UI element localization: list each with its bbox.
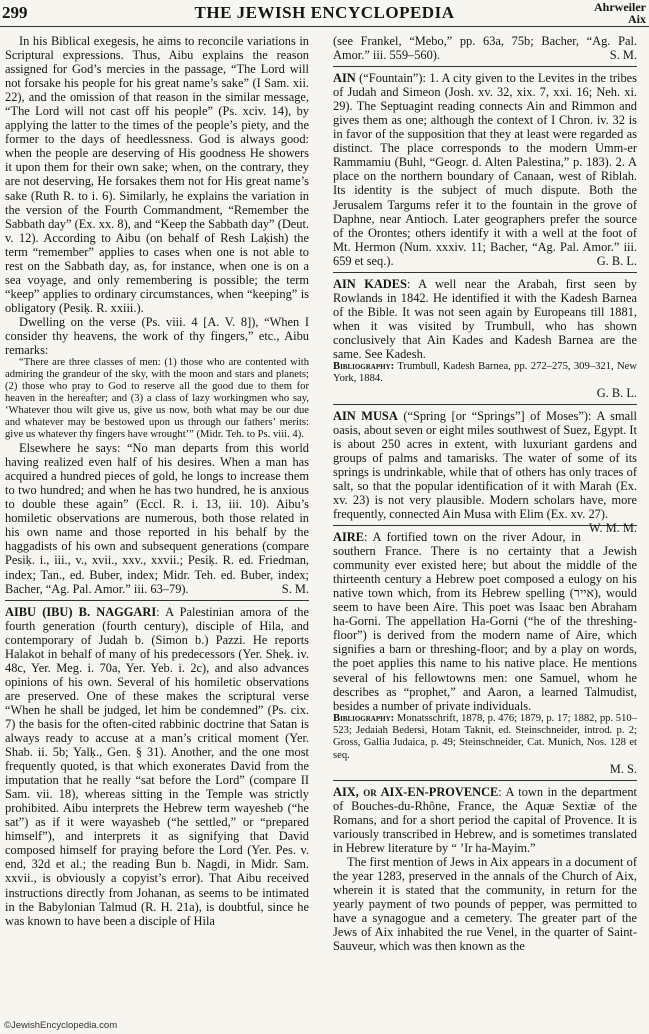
running-title: THE JEWISH ENCYCLOPEDIA xyxy=(194,3,455,22)
entry-text: (“Spring [or “Springs”] of Moses”): A small oasis, about seven or eight miles southwest of Suez, Egypt. It is about 250 acres in extent, with luxuriant gardens and groups of palms and tamarisks. The water of some of its springs is undrinkable, while that of others has only traces of salt, so that the popular identification of it with Marah (Ex. xv. 23) is not very plausible. Modern scholars have, more frequently, connected Ain Musa with Elim (Ex. xv. 27). xyxy=(333,408,637,521)
paragraph-text: (see Frankel, “Mebo,” pp. 63a, 75b; Bacher, “Ag. Pal. Amor.” iii. 559–560). xyxy=(333,34,637,63)
entry-text: (“Fountain”): 1. A city given to the Levites in the tribes of Judah and Simeon (Josh. xv. 32, xix. 7, xxi. 16; Neh. xi. 29). The Septuagint reading connects Ain and Rimmon and gives them as one; although the context of I Chron. iv. 32 is in favor of the supposition that they at least were regarded as distinct. The place corresponds to the modern Umm-er Rammamiu (Buhl, “Geogr. d. Alten Palestina,” p. 183). 2. A place on the northern boundary of Canaan, west of Riblah. Its identity is the subject of much dispute. Both the Jerusalem Targums refer it to the fountain in the grove of Daphne, near Antioch. Later geographers prefer the source of the Orontes; others identify it with a well at the foot of Mt. Hermon (Num. xxxiv. 11; Bacher, “Ag. Pal. Amor.” iii. 659 et seq.). xyxy=(333,71,637,268)
author-signature: S. M. xyxy=(609,48,637,63)
entry-heading: AIX, or AIX-EN-PROVENCE xyxy=(333,784,499,799)
continued-text xyxy=(333,34,637,62)
entry-aibu-naggari xyxy=(5,605,309,928)
paragraph: In his Biblical exegesis, he aims to reconcile variations in Scriptural expressions. Thus, Aibu explains the reason assigned for God’s mercies in the passage, “The Lord will not forsake his people for his great name’s sake” (I Sam. xii. 22), and the omission of that reason in the similar message, “The Lord will not cast off his people” (Ps. xciv. 14), by applying the latter to the times of the people’s piety, and the former to the days of heedlessness. God is always good: when the people are deserving of His goodness He showers it upon them for their own sake; when, on the contrary, they are not deserving, He forsakes them not for His great name’s sake (Ruth R. to i. 6). Similarly, he explains the variation in the version of the Fourth Commandment, “Remember the Sabbath day” (Ex. xx. 8), and “Keep the Sabbath day” (Deut. v. 12). According to Aibu (on behalf of Resh Laḳish) the term “remember” applies to cases when one is not able to rest on the Sabbath day, as, for instance, when one is on a sea voyage, and only remembering is possible; the term “keep” applies to ordinary circumstances, when “keeping” is obligatory (Pesiḳ. R. xxiii.). xyxy=(5,34,309,315)
entry-text: : A Palestinian amora of the fourth generation (fourth century), disciple of Hila, and contemporary of Judah b. (Simon b.) Pazzi. He reports Halakot in behalf of many of his predecessors (Yer. Sheḳ. iv. 48c, Yer. Meg. i. 70a, Yer. Yeb. i. 2c), and also advances opinions of his own. Several of his homiletic observations are preserved. One of these makes the scriptural verse “When he shall be judged, let him be condemned” (Ps. cix. 7) the basis for the often-cited rabbinic doctrine that Satan is always ready to accuse at a man’s critical moment (Yer. Shab. ii. 5b; Yalḳ., Gen. § 31). Another, and the one most frequently quoted, is that which exonerates David from the imputation that he really “sat before the Lord” (compare II Sam. vii. 18), whereas sitting in the Temple was strictly prohibited. Aibu interprets the Hebrew term wayesheb (“he sat”) as if it were wayasheb (“he settled,” or “prepared himself”), and interprets it as signifying that David composed himself for praying before the Lord (Yer. Pes. v. end, 32d et al.; the reading Bun b. Nagdi, in Midr. Sam. xxvii., is obviously a copyist’s error). That Aibu received instructions directly from Johanan, as seems to be intimated in the Babylonian Talmud (R. H. 21a), is doubtful, since he was known to have been a disciple of Hila xyxy=(5,604,309,928)
page-number: 299 xyxy=(2,3,28,22)
entry-text: : A fortified town on the river Adour, in southern France. There is no certainty that a Jewish community ever existed here; but about the middle of the thirteenth century a Hebrew poet composed a eulogy on his native town which, from its Hebrew spelling (אייר), would seem to have been Aire. This poet was Isaac ben Abraham ha-Gorni. The appellation Ha-Gorni (“he of the threshing-floor”) is derived from the modern name of Aire, which signifies a barn or threshing-floor; and by a play on words, the poet applies this name to his native place. He mentions several of his fellowtowns men: one Samuel, whom he describes as “prophet,” and Aaron, a learned Talmudist, besides a number of private individuals. xyxy=(333,530,637,713)
entry-heading: AIRE xyxy=(333,530,364,545)
author-signature: G. B. L. xyxy=(596,253,637,268)
guide-words xyxy=(594,1,646,25)
entry-divider xyxy=(333,404,637,405)
entry-text: : A town in the department of Bouches-du-Rhône, France, the Aquæ Sextiæ of the Romans, and for a short period the capital of Provence. It is variously transcribed in Hebrew, and is sometimes translated in Hebrew literature by “ ’Ir ha-Mayim.” xyxy=(333,784,637,856)
entry-divider xyxy=(333,272,637,273)
bibliography-label: Bibliography: xyxy=(333,361,395,373)
entry-ain-musa xyxy=(333,408,637,536)
entry-divider xyxy=(5,600,309,601)
author-signature: S. M. xyxy=(281,581,309,596)
author-signature: W. M. M. xyxy=(588,521,637,536)
signature-line xyxy=(333,762,637,776)
site-footer: ©JewishEncyclopedia.com xyxy=(4,1020,118,1031)
entry-text: : A well near the Arabah, first seen by Rowlands in 1842. He identified it with the Kadesh Barnea of the Bible. It was not seen again by Europeans till 1881, when it was visited by Trumbull, who has shown conclusively that Ain Kades and Kadesh Barnea are the same. See Kadesh. xyxy=(333,276,637,361)
guide-word-bottom: Aix xyxy=(628,12,646,26)
paragraph: The first mention of Jews in Aix appears in a document of the year 1283, preserved in the annals of the Church of Aix, wherein it is stated that the community, in return for the yearly payment of two pounds of pepper, was permitted to have a synagogue and a cemetery. The greater part of the Jews of Aix inhabited the rue Venel, in the quarter of Saint-Sauveur, which was then known as the xyxy=(333,855,637,954)
guide-word-top: Ahrweiler xyxy=(594,0,646,14)
author-signature: M. S. xyxy=(609,761,637,776)
entry-aix xyxy=(333,785,637,855)
bibliography-label: Bibliography: xyxy=(333,712,395,724)
paragraph: Dwelling on the verse (Ps. viii. 4 [A. V. 8]), “When I consider thy heavens, the work of thy fingers,” etc., Aibu remarks: xyxy=(5,314,309,358)
block-quote: “There are three classes of men: (1) those who are contented with admiring the grandeur of the sky, with the moon and stars and planets; (2) those who pray to God to reserve all the good due to them for heaven in the hereafter; and (3) a class of lazy workingmen who say, ‘Whatever thou wilt give us, give us now, both what may be our due and whatever may be bestowed upon us through our fathers’ merits: give us whatever thy fingers have wrought’” (Midr. Teh. to Ps. viii. 4). xyxy=(5,357,309,441)
bibliography xyxy=(333,713,637,762)
entry-ain xyxy=(333,71,637,268)
entry-heading: AIBU (IBU) B. NAGGARI xyxy=(5,604,157,619)
paragraph xyxy=(5,441,309,596)
bibliography-text: Trumbull, Kadesh Barnea, pp. 272–275, 309–321, New York, 1884. xyxy=(333,361,637,385)
entry-divider xyxy=(333,780,637,781)
entry-divider xyxy=(333,66,637,67)
paragraph-text: Elsewhere he says: “No man departs from this world having realized even half of his desires. When a man has acquired a hundred pieces of gold, he longs to increase them to two hundred; and when he has two hundred, he is anxious to double these again” (Eccl. R. i. 13, iii. 10). Aibu’s homiletic observations are numerous, both those related in his own name and those reported in his behalf by the haggadists of his own and subsequent generations (compare Pesiḳ. i., iii., v., xvii., xxv., xxvii.; Pesiḳ. R. ed. Friedman, index; Tan., ed. Buber, index; Midr. Teh. ed. Buber, index; Bacher, “Ag. Pal. Amor.” iii. 63–79). xyxy=(5,441,309,596)
signature-line xyxy=(333,386,637,400)
entry-heading: AIN xyxy=(333,71,356,86)
entry-heading: AIN KADES xyxy=(333,276,407,291)
entry-aire xyxy=(333,530,637,713)
right-column xyxy=(333,34,637,1014)
entry-ain-kades xyxy=(333,277,637,361)
author-signature: G. B. L. xyxy=(596,385,637,400)
bibliography-text: Monatsschrift, 1878, p. 476; 1879, p. 17; 1882, pp. 510–523; Jedaiah Bedersi, Hotam Taknit, ed. Steinschneider, introd. p. 2; Gross, Gallia Judaica, p. 49; Steinschneider, Cat. Munich, Nos. 128 et seq. xyxy=(333,712,637,761)
bibliography xyxy=(333,361,637,386)
entry-heading: AIN MUSA xyxy=(333,408,398,423)
left-column xyxy=(5,34,309,1014)
page-header xyxy=(0,0,649,27)
